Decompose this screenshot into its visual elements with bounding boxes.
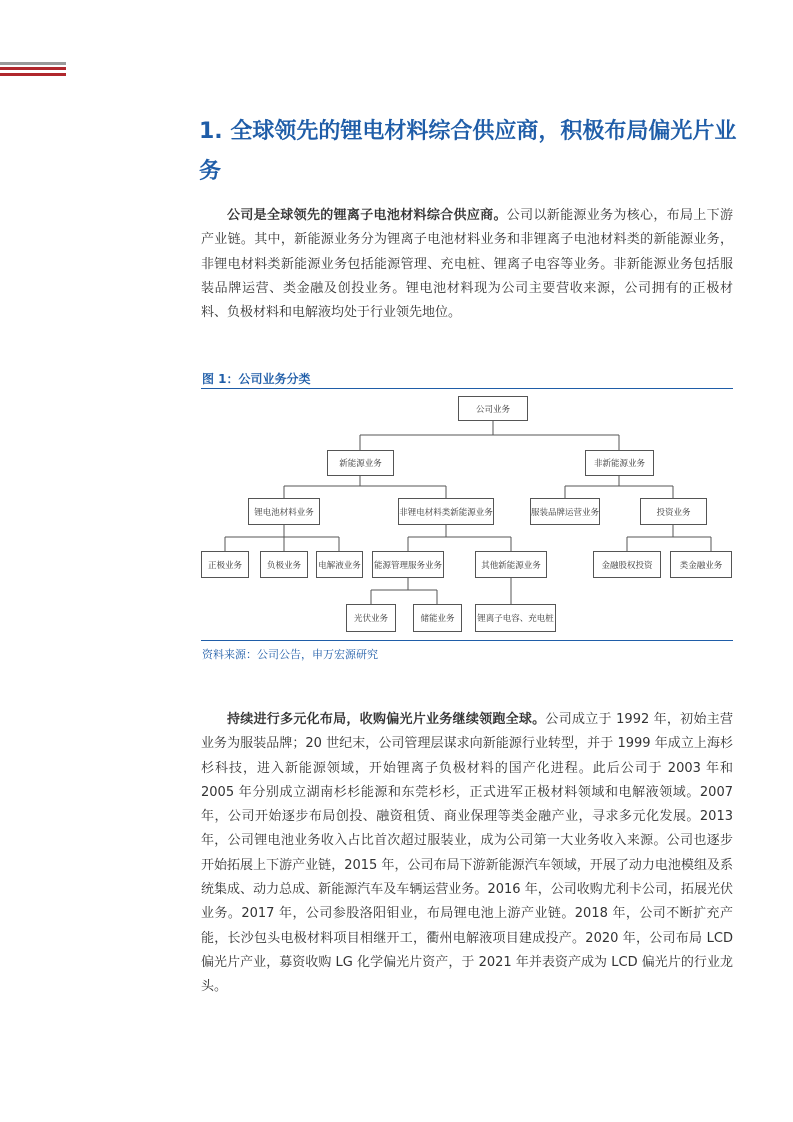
history-body: 公司成立于 1992 年，初始主营业务为服装品牌；20 世纪末，公司管理层谋求向新能源行业转型，并于 1999 年成立上海杉杉科技，进入新能源领域，开始锂离子负极材料的国产化进程。此后公司于 2003 年和 2005 年分别成立湖南杉杉能源和东莞杉杉，正式进军正极材料领域和电解液领域。2007 年，公司开始逐步布局创投、融资租赁、商业保理等类金融产业，寻求多元化发展。2013 年，公司锂电池业务收入占比首次超过服装业，成为公司第一大业务收入来源。公司也逐步开始拓展上下游产业链，2015 年，公司布局下游新能源汽车领域，开展了动力电池模组及系统集成、动力总成、新能源汽车及车辆运营业务。2016 年，公司收购尤利卡公司，拓展光伏业务。2017 年，公司参股洛阳钼业，布局锂电池上游产业链。2018 年，公司不断扩充产能，长沙包头电极材料项目相继开工，衢州电解液项目建成投产。2020 年，公司布局 LCD 偏光片产业，募资收购 LG 化学偏光片资产，于 2021 年并表资产成为 LCD 偏光片的行业龙头。: [201, 712, 733, 995]
figure-source: 资料来源：公司公告，申万宏源研究: [202, 648, 378, 661]
history-paragraph: [201, 708, 733, 1000]
node-other-new-energy: 其他新能源业务: [475, 551, 547, 578]
node-investment: 投资业务: [640, 498, 707, 525]
intro-paragraph: [201, 204, 733, 325]
node-electrolyte: 电解液业务: [316, 551, 363, 578]
intro-lead: 公司是全球领先的锂离子电池材料综合供应商。: [227, 208, 507, 223]
node-storage: 储能业务: [413, 604, 462, 632]
node-li-battery-materials: 锂电池材料业务: [248, 498, 320, 525]
node-apparel: 服装品牌运营业务: [530, 498, 600, 525]
node-non-li-new-energy: 非锂电材料类新能源业务: [398, 498, 494, 525]
node-finance: 类金融业务: [670, 551, 732, 578]
section-title: 1. 全球领先的锂电材料综合供应商，积极布局偏光片业务: [199, 119, 737, 184]
node-root: 公司业务: [458, 396, 528, 421]
node-energy-management: 能源管理服务业务: [372, 551, 444, 578]
header-rule-red-top: [0, 67, 66, 70]
node-pv: 光伏业务: [346, 604, 396, 632]
intro-body: 公司以新能源业务为核心，布局上下游产业链。其中，新能源业务分为锂离子电池材料业务和非锂离子电池材料类的新能源业务，非锂电材料类新能源业务包括能源管理、充电桩、锂离子电容等业务。非新能源业务包括服装品牌运营、类金融及创投业务。锂电池材料现为公司主要营收来源，公司拥有的正极材料、负极材料和电解液均处于行业领先地位。: [201, 208, 733, 321]
node-quasi-finance: 金融股权投资: [593, 551, 661, 578]
history-lead: 持续进行多元化布局，收购偏光片业务继续领跑全球。: [227, 712, 546, 727]
node-new-energy: 新能源业务: [327, 450, 394, 476]
node-li-capacitor: 锂离子电容、充电桩: [475, 604, 556, 632]
figure-caption: 图 1：公司业务分类: [202, 372, 311, 386]
figure-bottom-rule: [201, 640, 733, 641]
node-cathode: 正极业务: [201, 551, 249, 578]
header-rule-grey: [0, 62, 66, 65]
node-non-new-energy: 非新能源业务: [585, 450, 654, 476]
header-rule-red-bottom: [0, 73, 66, 76]
figure-top-rule: [201, 388, 733, 389]
node-anode: 负极业务: [260, 551, 308, 578]
